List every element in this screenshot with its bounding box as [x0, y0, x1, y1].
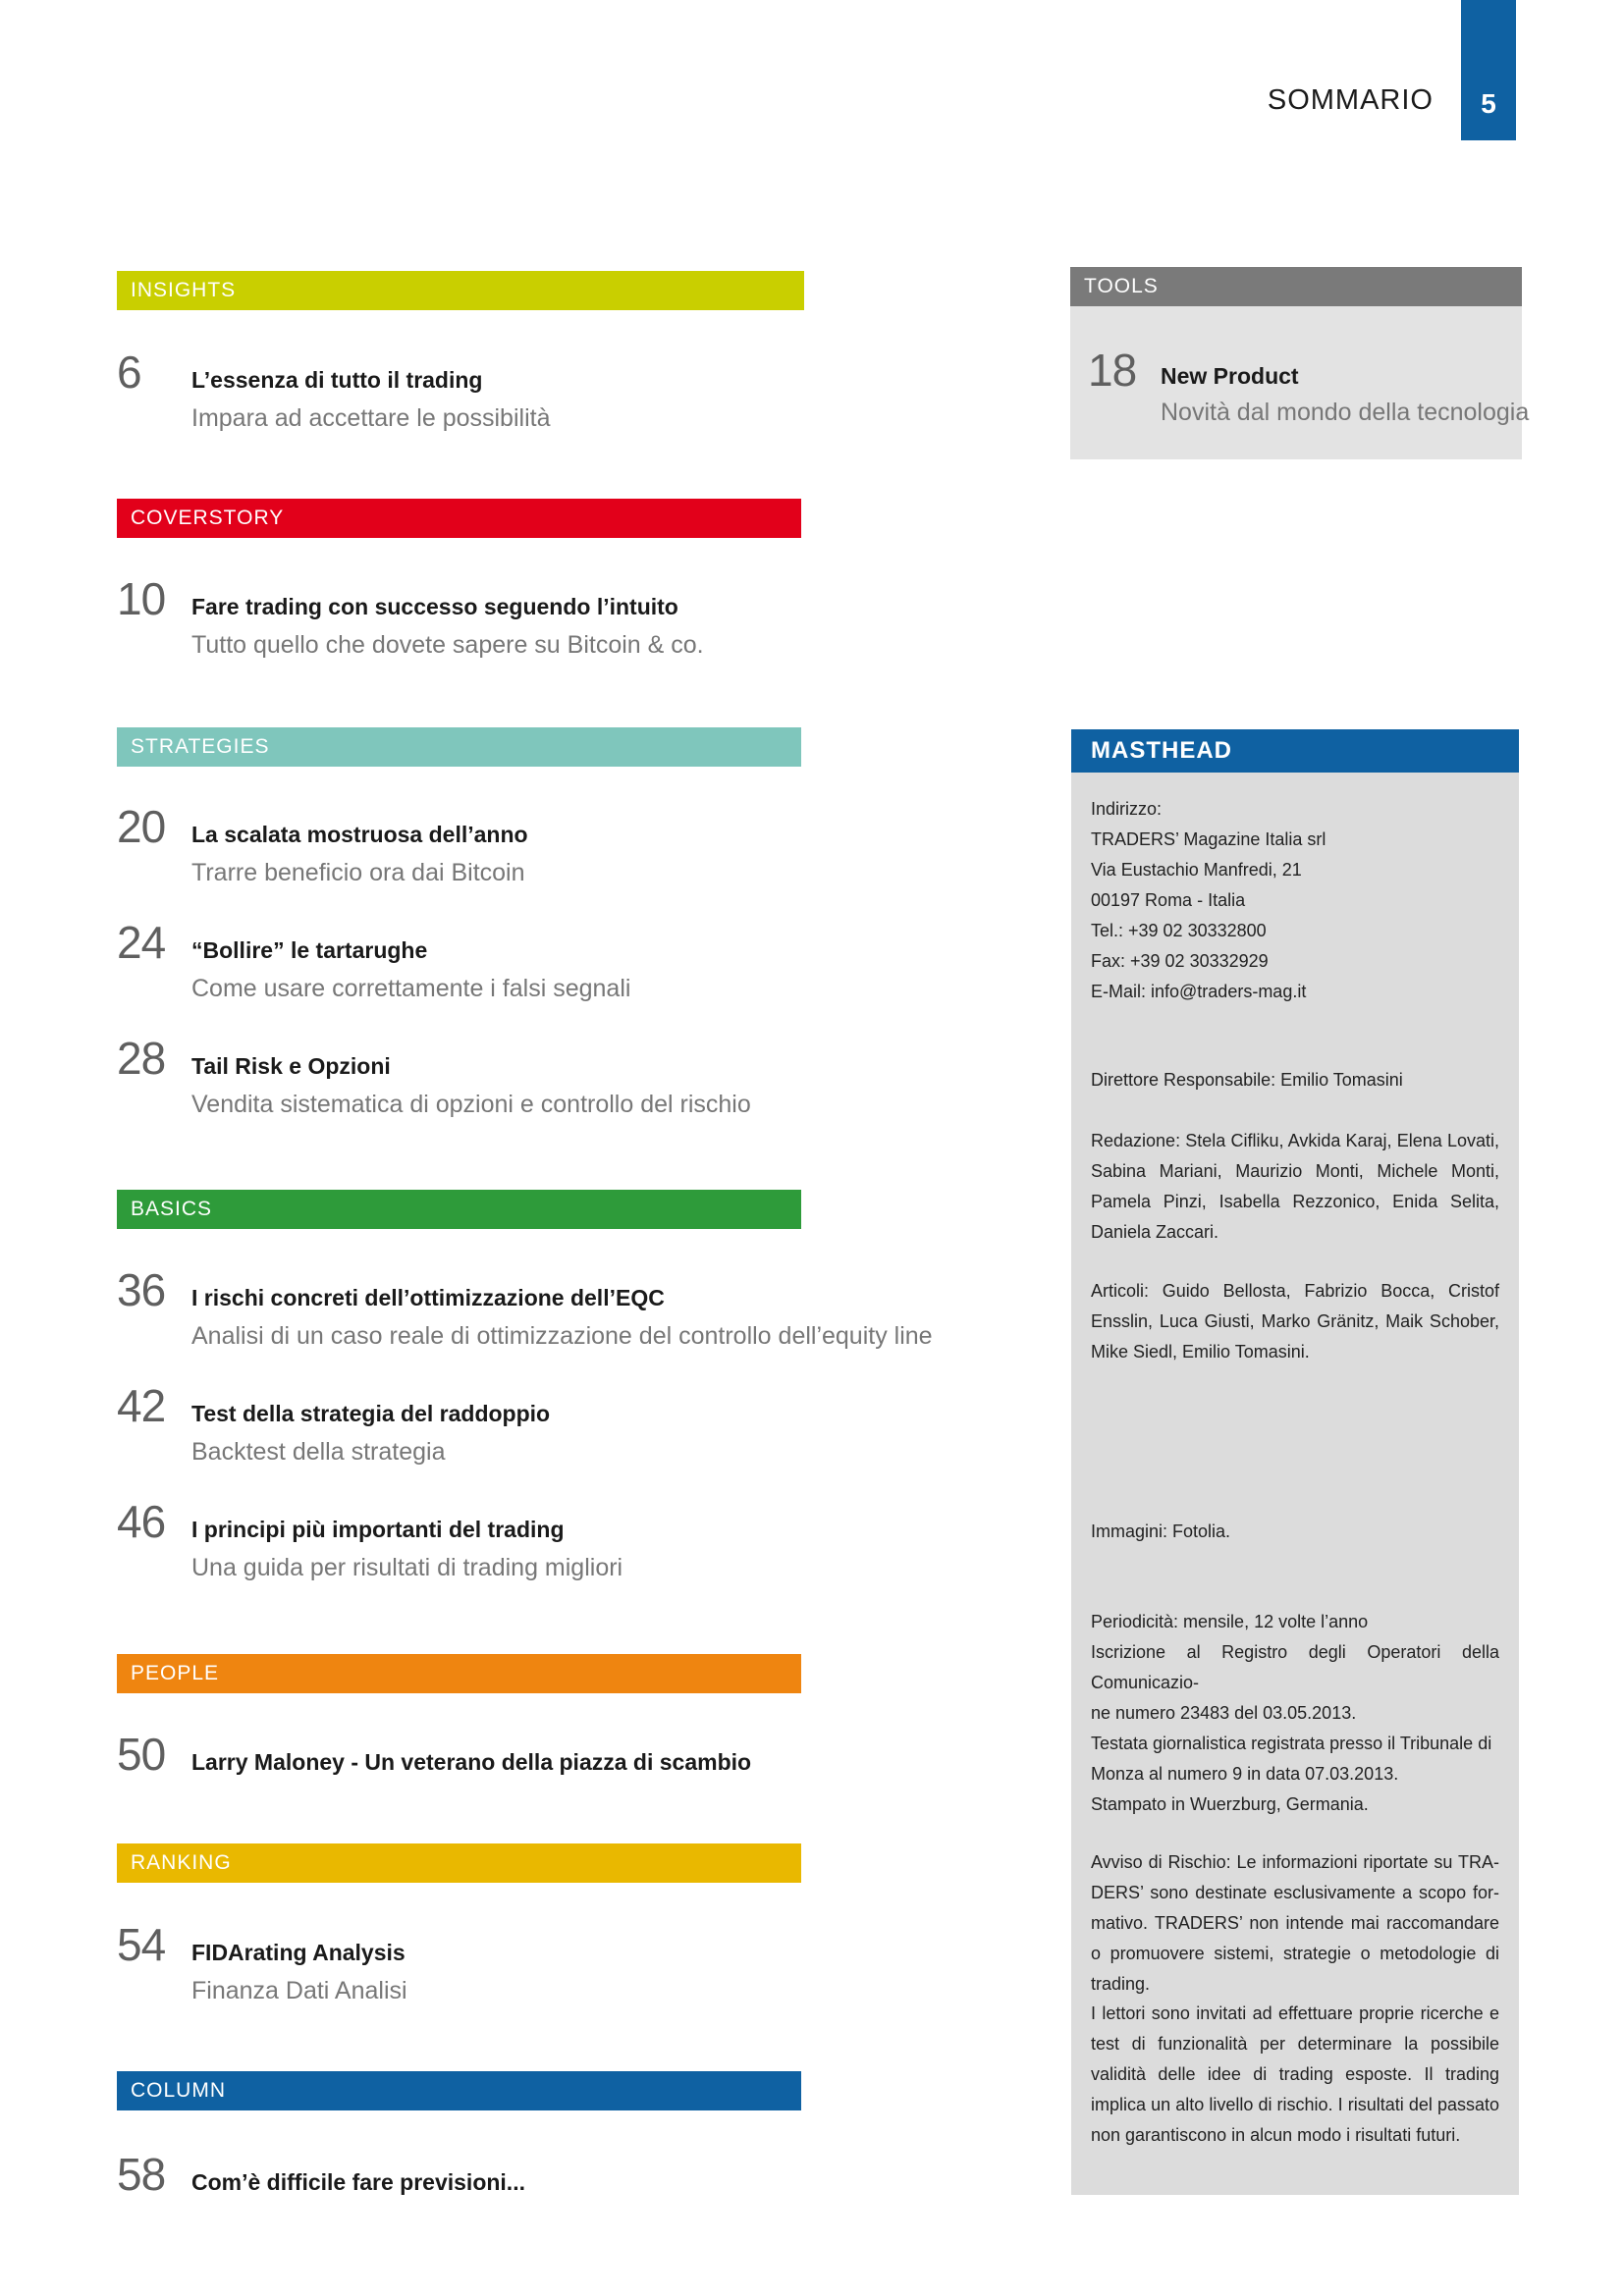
entry-title[interactable]: FIDArating Analysis	[191, 1940, 406, 1965]
entry-title[interactable]: Fare trading con successo seguendo l’intuito	[191, 594, 678, 619]
entry-page-number: 20	[117, 801, 166, 852]
entry-subtitle: Backtest della strategia	[191, 1438, 446, 1466]
entry-title[interactable]: Com’è difficile fare previsioni...	[191, 2169, 525, 2195]
section-bar: PEOPLE	[117, 1654, 801, 1693]
entry-subtitle: Analisi di un caso reale di ottimizzazione del controllo dell’equity line	[191, 1322, 933, 1350]
entry-subtitle: Impara ad accettare le possibilità	[191, 404, 551, 432]
entry-title[interactable]: Test della strategia del raddoppio	[191, 1401, 551, 1426]
periodicity-line: Monza al numero 9 in data 07.03.2013.	[1091, 1764, 1399, 1784]
entry-subtitle: Trarre beneficio ora dai Bitcoin	[191, 859, 525, 886]
tools-article-title[interactable]: New Product	[1161, 363, 1299, 389]
section-bar: RANKING	[117, 1843, 801, 1883]
masthead-director: Direttore Responsabile: Emilio Tomasini	[1091, 1070, 1403, 1090]
entry-page-number: 36	[117, 1264, 166, 1315]
entry-title[interactable]: La scalata mostruosa dell’anno	[191, 822, 528, 847]
masthead-editorial: Redazione: Stela Cifliku, Avkida Karaj, Elena Lovati, Sabina Mariani, Maurizio Monti, Michele Monti, Pamela Pinzi, Isabella Rezzonico, Enida Selita, Daniela Zaccari.	[1091, 1131, 1499, 1242]
tools-section-bar: TOOLS	[1070, 267, 1522, 306]
email-link[interactable]: E-Mail: info@traders-mag.it	[1091, 982, 1307, 1001]
entry-page-number: 58	[117, 2149, 166, 2200]
masthead-box	[1071, 729, 1519, 2195]
masthead-risk-notice: Avviso di Rischio: Le informazioni riportate su TRA- DERS’ sono destinate esclusivamente a scopo for- mativo. TRADERS’ non intende mai raccomandare o promuovere sistemi, strategie o metodologie di trading.	[1091, 1852, 1499, 1994]
entry-subtitle: Vendita sistematica di opzioni e controllo del rischio	[191, 1091, 751, 1118]
page-number-tab	[1461, 0, 1516, 140]
masthead-articles: Articoli: Guido Bellosta, Fabrizio Bocca, Cristof Ensslin, Luca Giusti, Marko Gränitz, Maik Schober, Mike Siedl, Emilio Tomasini.	[1091, 1281, 1499, 1362]
entry-page-number: 50	[117, 1729, 166, 1780]
entry-subtitle: Come usare correttamente i falsi segnali	[191, 975, 631, 1002]
section-bar: STRATEGIES	[117, 727, 801, 767]
address-line: TRADERS’ Magazine Italia srl	[1091, 829, 1326, 849]
entry-title[interactable]: “Bollire” le tartarughe	[191, 937, 428, 963]
entry-page-number: 6	[117, 347, 141, 398]
tools-article-subtitle: Novità dal mondo della tecnologia	[1161, 399, 1530, 426]
masthead-heading: MASTHEAD	[1071, 729, 1519, 773]
tools-box	[1070, 267, 1530, 459]
entry-title[interactable]: I rischi concreti dell’ottimizzazione dell’EQC	[191, 1285, 665, 1310]
entry-page-number: 10	[117, 573, 166, 624]
section-bar: COVERSTORY	[117, 499, 801, 538]
masthead-address	[1091, 794, 1499, 1007]
address-line: Indirizzo:	[1091, 799, 1163, 819]
entry-title[interactable]: I principi più importanti del trading	[191, 1517, 565, 1542]
masthead-readers-notice: I lettori sono invitati ad effettuare proprie ricerche e test di funzionalità per determinare la possibile validità delle idee di trading esposte. Il trading implica un alto livello di rischio. I risultati del passato non garantiscono in alcun modo i risultati futuri.	[1091, 2003, 1499, 2145]
address-line: Tel.: +39 02 30332800	[1091, 921, 1267, 940]
entry-title[interactable]: Tail Risk e Opzioni	[191, 1053, 391, 1079]
address-line: Via Eustachio Manfredi, 21	[1091, 860, 1302, 880]
address-line: Fax: +39 02 30332929	[1091, 951, 1269, 971]
entry-page-number: 24	[117, 917, 166, 968]
entry-title[interactable]: L’essenza di tutto il trading	[191, 367, 483, 393]
entry-page-number: 28	[117, 1033, 166, 1084]
periodicity-line: ne numero 23483 del 03.05.2013.	[1091, 1703, 1357, 1723]
periodicity-line: Testata giornalistica registrata presso il Tribunale di	[1091, 1734, 1492, 1753]
masthead-periodicity	[1091, 1607, 1499, 1820]
entry-subtitle: Tutto quello che dovete sapere su Bitcoin & co.	[191, 631, 704, 659]
section-bar: INSIGHTS	[117, 271, 804, 310]
section-bar: COLUMN	[117, 2071, 801, 2110]
entry-subtitle: Finanza Dati Analisi	[191, 1977, 407, 2004]
tools-page-number: 18	[1088, 345, 1137, 396]
entry-page-number: 54	[117, 1919, 166, 1970]
periodicity-line: Stampato in Wuerzburg, Germania.	[1091, 1794, 1369, 1814]
periodicity-line: Periodicità: mensile, 12 volte l’anno	[1091, 1612, 1369, 1631]
entry-page-number: 46	[117, 1496, 166, 1547]
section-bar: BASICS	[117, 1190, 801, 1229]
entry-page-number: 42	[117, 1380, 166, 1431]
masthead-images: Immagini: Fotolia.	[1091, 1522, 1231, 1541]
address-line: 00197 Roma - Italia	[1091, 890, 1246, 910]
periodicity-line: Iscrizione al Registro degli Operatori della Comunicazio-	[1091, 1642, 1499, 1692]
entry-title[interactable]: Larry Maloney - Un veterano della piazza di scambio	[191, 1749, 752, 1775]
page-number: 5	[1481, 88, 1496, 119]
entry-subtitle: Una guida per risultati di trading migliori	[191, 1554, 623, 1581]
section-title: SOMMARIO	[1267, 84, 1434, 116]
